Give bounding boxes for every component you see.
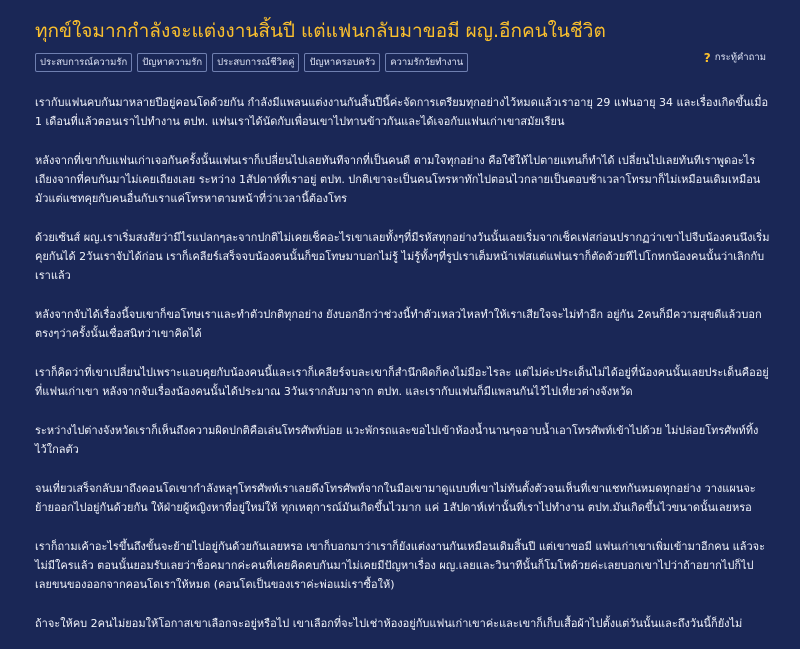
paragraph: ระหว่างไปต่างจังหวัดเราก็เห็นถึงความผิดปกติคือเล่นโทรศัพท์บ่อย แวะพักรถและขอไปเข้าห้องน้ำนานๆจอาบน้ำเอาโทรศัพท์เข้าไปด้วย ไม่ปล่อยโทรศัพท์ทิ้งไว้ใกลตัว — [35, 424, 759, 456]
tag-list — [35, 53, 468, 72]
paragraph: เราก็ถามเค้าอะไรขึ้นถึงขั้นจะย้ายไปอยู่กันด้วยกันเลยหรอ เขาก็บอกมาว่าเราก็ยังแต่งงานกันเหมือนเดิมสิ้นปี แต่เขาขอมี แฟนเก่าเขาเพิ่มเข้ามาอีกคน แล้วจะไม่มีใครแล้ว ตอนนั้นยอมรับเลยว่าช็อคมากค่ะคนที่เคยคิดคบกันมาไม่เคยมีปัญหาเรื่อง ผญ.เลยและวินาทีนั้นก็โมโหด้วยค่ะเลยบอกเขาไปว่าถ้าอยากไปก็ไปเลยขนของออกจากคอนโดเราให้หมด (คอนโดเป็นของเราค่ะพ่อแม่เราซื้อให้) — [35, 540, 766, 591]
tag-love-problems[interactable]: ปัญหาความรัก — [137, 53, 207, 72]
paragraph: หลังจากที่เขากับแฟนเก่าเจอกันครั้งนั้นแฟนเราก็เปลี่ยนไปเลยทันทีจากที่เป็นคนดี ตามใจทุกอย่าง คือใช้ให้ไปตายแทนก็ทำได้ เปลี่ยนไปเลยทันทีเราพูดอะไรเถียงจากที่คบกันมาไม่เคยเถียงเลย ระหว่าง 1สัปดาห์ที่เราอยู่ ตปท. ปกติเขาจะเป็นคนโทรหาทักไปตอนไวกลายเป็นตอบช้าเวลาโทรมาก็ไม่เหมือนเดิมเหมือนมัวแต่แชทคุยกับคนอื่นกับเราแค่โทรหาตามหน้าที่ว่าเวลานี้ต้องโทร — [35, 154, 761, 205]
question-topic-badge[interactable] — [704, 50, 766, 65]
paragraph: ถ้าจะให้คบ 2คนไม่ยอมให้โอกาสเขาเลือกจะอยู่หรือไป เขาเลือกที่จะไปเช่าห้องอยู่กับแฟนเก่าเขาค่ะและเขาก็เก็บเสื้อผ้าไปตั้งแต่วันนั้นและถึงวันนี้ก็ยังไม่ — [35, 617, 743, 630]
question-mark-icon: ? — [703, 50, 711, 65]
tag-love-experience[interactable]: ประสบการณ์ความรัก — [35, 53, 132, 72]
paragraph: หลังจากจับได้เรื่องนี้จบเขาก็ขอโทษเราและทำตัวปกติทุกอย่าง ยังบอกอีกว่าช่วงนี้ทำตัวเหลวไหลทำให้เราเสียใจจะไม่ทำอีก อยู่กัน 2คนก็มีความสุขดีแล้วบอกตรงๆว่าครั้งนั้นเชื่อสนิทว่าเขาคิดได้ — [35, 308, 762, 340]
tag-couple-life-experience[interactable]: ประสบการณ์ชีวิตคู่ — [212, 53, 299, 72]
paragraph: เราก็คิดว่าที่เขาเปลี่ยนไปเพราะแอบคุยกับน้องคนนี้และเราก็เคลียร์จบละเขาก็สำนึกผิดก็คงไม่มีอะไรละ แต่ไม่ค่ะประเด็นไม่ได้อยู่ที่น้องคนนั้นเลยประเด็นคืออยู่ที่แฟนเก่าเขา หลังจากจับเรื่องน้องคนนั้นได้ประมาณ 3วันเรากลับมาจาก ตปท. และเรากับแฟนก็มีแพลนกันไว้ไปเที่ยวต่างจังหวัด — [35, 366, 769, 398]
paragraph: เรากับแฟนคบกันมาหลายปีอยู่คอนโดด้วยกัน กำลังมีแพลนแต่งงานกันสิ้นปีนี้ค่ะจัดการเตรียมทุกอย่างไว้หมดแล้วเราอายุ 29 แฟนอายุ 34 และเรื่องเกิดขึ้นเมื่อ 1 เดือนที่แล้วตอนเราไปทำงาน ตปท. แฟนเราได้นัดกับเพื่อนเขาไปทานข้าวกันและได้เจอกับแฟนเก่าเขาสมัยเรียน — [35, 96, 769, 128]
post-title: ทุกข์ใจมากกำลังจะแต่งงานสิ้นปี แต่แฟนกลับมาขอมี ผญ.อีกคนในชีวิต — [35, 20, 606, 42]
tag-family-problems[interactable]: ปัญหาครอบครัว — [304, 53, 380, 72]
paragraph: จนเที่ยวเสร็จกลับมาถึงคอนโดเขากำลังหลุๆโทรศัพท์เราเลยดึงโทรศัพท์จากในมือเขามาดูแบบที่เขาไม่ทันตั้งตัวจนเห็นที่เขาแชทกันหมดทุกอย่าง วางแผนจะย้ายออกไปอยู่กันด้วยกัน ให้ฝ่ายผู้หญิงหาที่อยู่ใหม่ให้ ทุกเหตุการณ์มันเกิดขึ้นไวมาก แค่ 1สัปดาห์เท่านั้นที่เราไปทำงาน ตปท.มันเกิดขึ้นไวขนาดนั้นเลยหรอ — [35, 482, 756, 514]
post-body — [35, 93, 770, 649]
tag-working-age-love[interactable]: ความรักวัยทำงาน — [385, 53, 468, 72]
question-topic-label: กระทู้คำถาม — [714, 52, 766, 63]
paragraph: ด้วยเซ้นส์ ผญ.เราเริ่มสงสัยว่ามีไรแปลกๆละจากปกติไม่เคยเช็คอะไรเขาเลยทั้งๆที่มีรหัสทุกอย่างวันนั้นเลยเริ่มจากเช็คเฟสก่อนปรากฏว่าเขาไปจีบน้องคนนึงเริ่มคุยกันได้ 2วันเราจับได้ก่อน เราก็เคลียร์เสร็จจบน้องคนนั้นก็ขอโทษมาบอกไม่รู้ ไม่รู้ทั้งๆที่รูปเราเต็มหน้าเฟสแต่แฟนเราก็ตัดด้วยทีไปโกหกน้องคนนั้นว่าเลิกกับเราแล้ว — [35, 231, 770, 282]
